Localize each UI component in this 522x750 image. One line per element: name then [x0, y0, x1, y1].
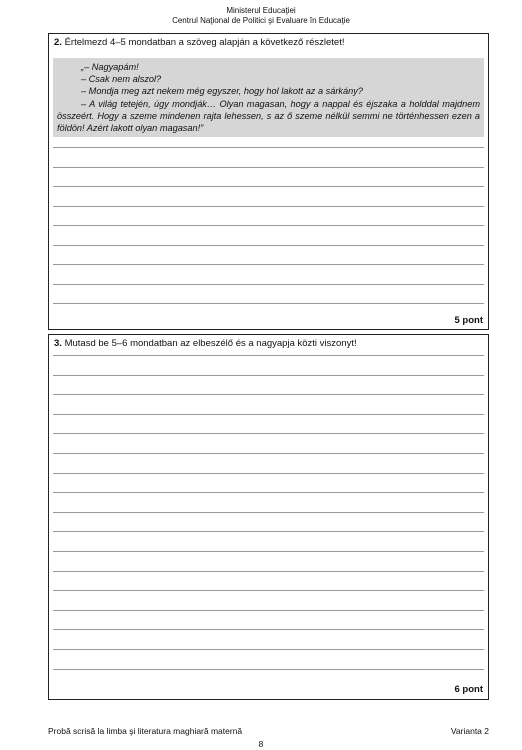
quote-line: – A világ tetején, úgy mondják… Olyan magasan, hogy a nappal és éjszaka a holddal majdnem összeért. Hogy a szeme mindenen rajta lehessen, s az ő szeme nélkül semmi ne történhessen ezen a földön! Azért lakott olyan magasan!” — [57, 98, 480, 134]
answer-line[interactable] — [53, 492, 484, 493]
quote-line: – Mondja meg azt nekem még egyszer, hogy hol lakott az a sárkány? — [81, 86, 363, 97]
question-2-number: 2. — [54, 37, 62, 48]
answer-line[interactable] — [53, 629, 484, 630]
question-3-prompt: Mutasd be 5–6 mondatban az elbeszélő és a nagyapja közti viszonyt! — [64, 338, 357, 349]
answer-line[interactable] — [53, 473, 484, 474]
answer-line[interactable] — [53, 512, 484, 513]
quote-line: – Csak nem alszol? — [81, 74, 162, 85]
ministry-name: Ministerul Educaţiei — [226, 6, 296, 15]
question-3-points: 6 pont — [454, 684, 483, 695]
answer-line[interactable] — [53, 551, 484, 552]
answer-line[interactable] — [53, 453, 484, 454]
answer-line[interactable] — [53, 414, 484, 415]
page-number: 8 — [258, 739, 264, 749]
answer-line[interactable] — [53, 649, 484, 650]
answer-line[interactable] — [53, 355, 484, 356]
answer-line[interactable] — [53, 186, 484, 187]
answer-line[interactable] — [53, 284, 484, 285]
quote-line: „– Nagyapám! — [81, 62, 139, 72]
exam-subject: Probă scrisă la limba şi literatura maghiară maternă — [48, 726, 243, 736]
answer-line[interactable] — [53, 433, 484, 434]
answer-line[interactable] — [53, 610, 484, 611]
answer-line[interactable] — [53, 669, 484, 670]
answer-line[interactable] — [53, 531, 484, 532]
answer-line[interactable] — [53, 225, 484, 226]
question-2-prompt: Értelmezd 4–5 mondatban a szöveg alapján a következő részletet! — [64, 37, 345, 48]
question-3-title — [54, 338, 357, 349]
question-2-points: 5 pont — [454, 315, 483, 326]
question-2-title — [54, 37, 344, 48]
answer-line[interactable] — [53, 590, 484, 591]
answer-line[interactable] — [53, 245, 484, 246]
document-header — [0, 6, 522, 26]
question-3-box — [48, 334, 489, 700]
answer-line[interactable] — [53, 571, 484, 572]
exam-variant: Varianta 2 — [450, 726, 489, 736]
quoted-excerpt — [53, 58, 484, 137]
answer-line[interactable] — [53, 206, 484, 207]
answer-line[interactable] — [53, 147, 484, 148]
answer-line[interactable] — [53, 394, 484, 395]
answer-line[interactable] — [53, 375, 484, 376]
center-name: Centrul Naţional de Politici şi Evaluare în Educaţie — [172, 16, 350, 25]
answer-line[interactable] — [53, 167, 484, 168]
question-3-number: 3. — [54, 338, 62, 349]
answer-line[interactable] — [53, 264, 484, 265]
question-2-box — [48, 33, 489, 330]
answer-line[interactable] — [53, 303, 484, 304]
